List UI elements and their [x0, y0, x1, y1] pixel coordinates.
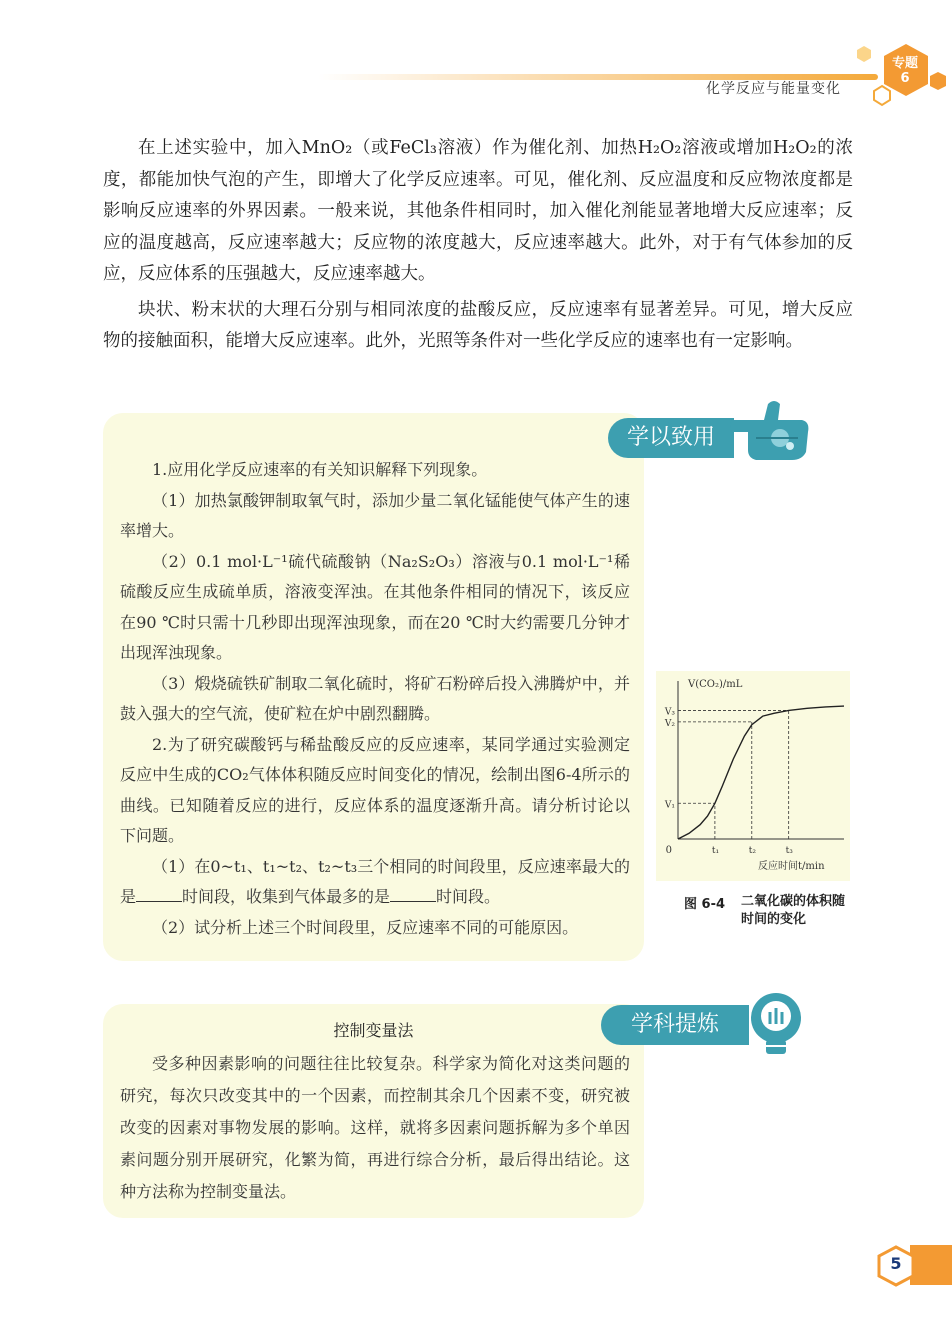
question-2-2: （2）试分析上述三个时间段里，反应速率不同的可能原因。 [152, 917, 579, 937]
question-1-3: （3）煅烧硫铁矿制取二氧化硫时，将矿石粉碎后投入沸腾炉中，并鼓入强大的空气流，使矿粒在炉中剧烈翻腾。 [120, 673, 630, 723]
co2-volume-curve [678, 706, 844, 839]
method-text: 受多种因素影响的问题往往比较复杂。科学家为简化对这类问题的研究，每次只改变其中的一个因素，而控制其余几个因素不变，研究被改变的因素对事物发展的影响。这样，就将多因素问题拆解为多个单因素问题分别开展研究，化繁为简，再进行综合分析，最后得出结论。这种方法称为控制变量法。 [120, 1054, 630, 1201]
body-text [103, 133, 853, 358]
question-2-1: （1）在0~t₁、t₁~t₂、t₂~t₃三个相同的时间段里，反应速率最大的是 时间段，收集到气体最多的是 时间段。 [120, 856, 630, 906]
page-number: 5 [890, 1254, 902, 1273]
method-content [120, 1048, 630, 1208]
y-tick-label: V₁ [664, 800, 675, 811]
apply-badge: 学以致用 [608, 418, 734, 458]
answer-blank[interactable] [390, 885, 436, 902]
x-tick-label: t₃ [785, 846, 793, 856]
question-1-1: （1）加热氯酸钾制取氧气时，添加少量二氧化锰能使气体产生的速率增大。 [120, 490, 630, 540]
figure-number: 图 6-4 [684, 897, 726, 912]
x-axis-label: 反应时间t/min [758, 861, 825, 872]
x-tick-label: t₂ [748, 846, 757, 856]
method-box [103, 1004, 644, 1218]
y-tick-label: V₃ [664, 707, 675, 718]
paragraph-contact-area: 块状、粉末状的大理石分别与相同浓度的盐酸反应，反应速率有显著差异。可见，增大反应物的接触面积，能增大反应速率。此外，光照等条件对一些化学反应的速率也有一定影响。 [103, 299, 853, 351]
topic-label: 专题 6 [891, 56, 918, 86]
chapter-subtitle: 化学反应与能量变化 [706, 81, 841, 97]
apply-box-content [120, 455, 630, 943]
figure-caption: 二氧化碳的体积随时间的变化 [741, 894, 846, 927]
lightbulb-icon [744, 990, 808, 1060]
method-badge: 学科提炼 [601, 1005, 749, 1045]
apply-box [103, 413, 644, 961]
pointing-hand-icon [728, 398, 812, 462]
x-tick-label: t₁ [711, 846, 720, 856]
question-2: 2.为了研究碳酸钙与稀盐酸反应的反应速率，某同学通过实验测定反应中生成的CO₂气体体积随反应时间变化的情况，绘制出图6-4所示的曲线。已知随着反应的进行，反应体系的温度逐渐升高。请分析讨论以下问题。 [120, 734, 630, 845]
question-1-2: （2）0.1 mol·L⁻¹硫代硫酸钠（Na₂S₂O₃）溶液与0.1 mol·L⁻¹稀硫酸反应生成硫单质，溶液变浑浊。在其他条件相同的情况下，该反应在90 ℃时只需十几秒即出现浑浊现象，而在20 ℃时大约需要几分钟才出现浑浊现象。 [120, 551, 630, 662]
origin-label: 0 [665, 845, 672, 856]
y-tick-label: V₂ [664, 718, 675, 729]
y-axis-label: V(CO₂)/mL [688, 679, 743, 690]
answer-blank[interactable] [136, 885, 182, 902]
question-1: 1.应用化学反应速率的有关知识解释下列现象。 [152, 460, 488, 479]
page-number-bar [910, 1245, 952, 1285]
method-title: 控制变量法 [333, 1021, 414, 1040]
co2-volume-chart [656, 671, 850, 881]
paragraph-catalyst: 在上述实验中，加入MnO₂（或FeCl₃溶液）作为催化剂、加热H₂O₂溶液或增加H₂O₂的浓度，都能加快气泡的产生，即增大了化学反应速率。可见，催化剂、反应温度和反应物浓度都是影响反应速率的外界因素。一般来说，其他条件相同时，加入催化剂能显著地增大反应速率；反应的温度越高，反应速率越大；反应物的浓度越大，反应速率越大。此外，对于有气体参加的反应，反应体系的压强越大，反应速率越大。 [103, 138, 853, 284]
